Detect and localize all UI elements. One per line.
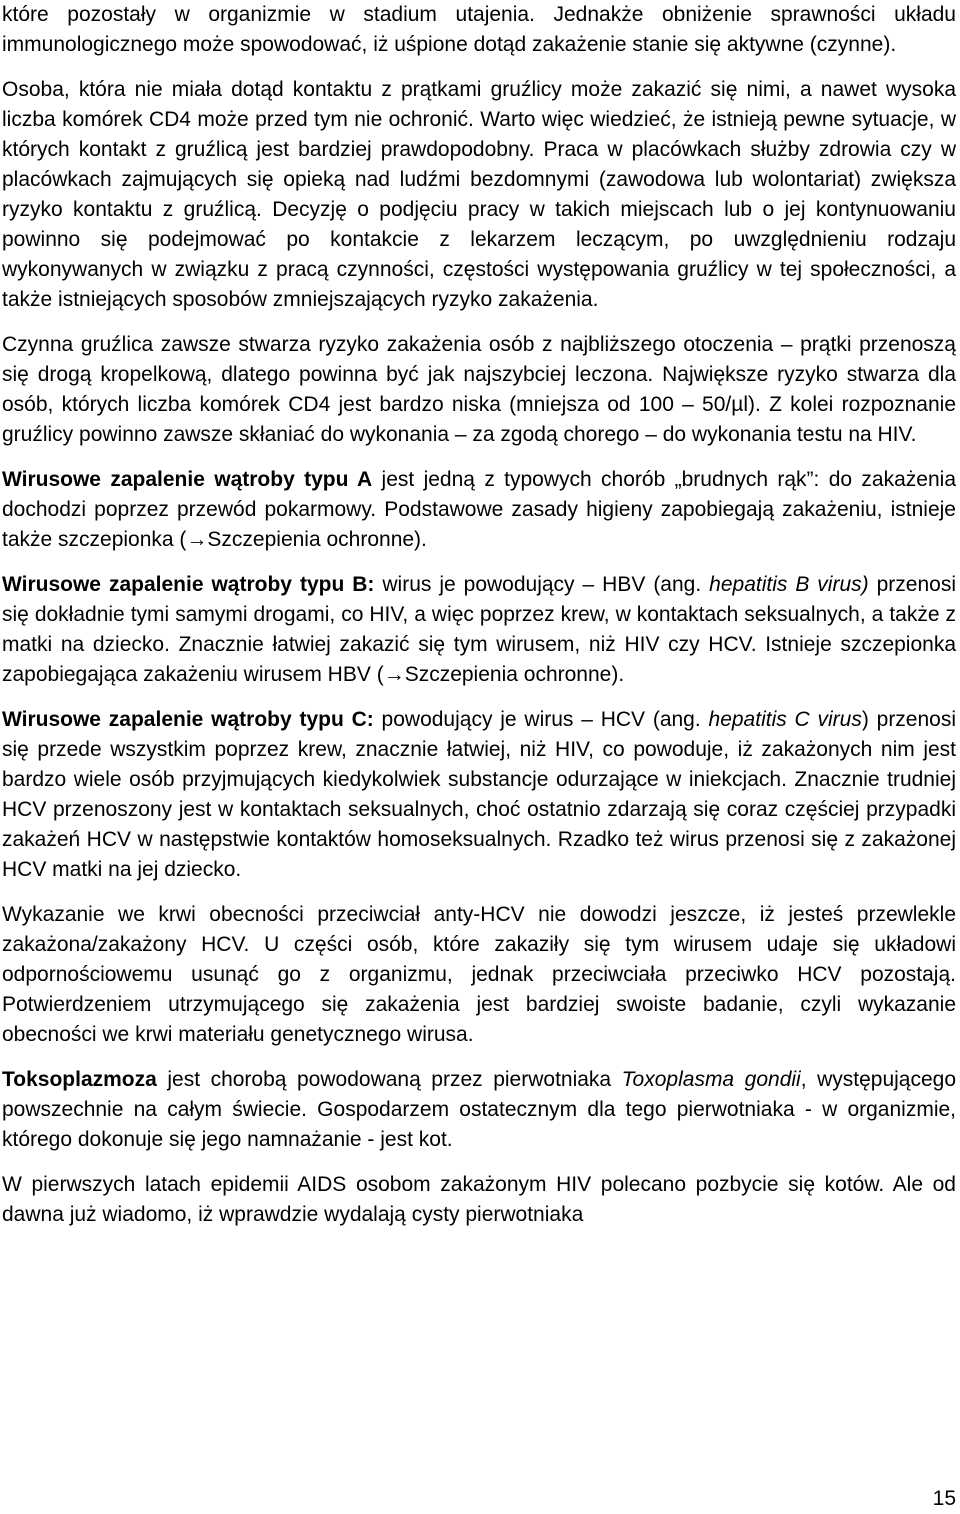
text-run: przenosi się dokładnie tymi samymi drogami, co HIV, a więc poprzez krew, w kontaktach seksualnych, a także z matki na dziecko. Znacznie łatwiej zakazić się tym wirusem, niż HIV czy HCV. Istnieje szczepionka zapobiegająca zakażeniu wirusem HBV (→Szczepienia ochronne). (2, 573, 956, 686)
text-run: wirus je powodujący – HBV (ang. (374, 573, 710, 596)
paragraph (2, 465, 956, 555)
text-run: ) przenosi się przede wszystkim poprzez krew, znacznie łatwiej, niż HIV, co powoduje, iż zakażonych nim jest bardzo wiele osób przyjmujących kiedykolwiek substancje odurzające w iniekcjach. Znacznie trudniej HCV przenoszony jest w kontaktach seksualnych, choć ostatnio zdarzają się coraz częściej przypadki zakażeń HCV w następstwie kontaktów homoseksualnych. Rzadko też wirus przenosi się z zakażonej HCV matki na jej dziecko. (2, 708, 957, 881)
text-run: , występującego powszechnie na całym świecie. Gospodarzem ostatecznym dla tego pierwotniaka - w organizmie, którego dokonuje się jego namnażanie - jest kot. (2, 1068, 956, 1151)
text-run: W pierwszych latach epidemii AIDS osobom zakażonym HIV polecano pozbycie się kotów. Ale od dawna już wiadomo, iż wprawdzie wydalają cysty pierwotniaka (2, 1173, 956, 1226)
paragraph (2, 330, 956, 450)
paragraph (2, 0, 956, 60)
text-run: jest chorobą powodowaną przez pierwotniaka (156, 1068, 622, 1091)
text-run: Czynna gruźlica zawsze stwarza ryzyko zakażenia osób z najbliższego otoczenia – prątki przenoszą się drogą kropelkową, dlatego powinna być jak najszybciej leczona. Największe ryzyko stwarza dla osób, których liczba komórek CD4 jest bardzo niska (mniejsza od 100 – 50/µl). Z kolei rozpoznanie gruźlicy powinno zawsze skłaniać do wykonania – za zgodą chorego – do wykonania testu na HIV. (2, 333, 956, 446)
paragraph (2, 705, 956, 885)
paragraph (2, 900, 956, 1050)
page-number: 15 (932, 1487, 956, 1510)
document-page (2, 0, 956, 1245)
italic-term: hepatitis C virus (708, 708, 862, 731)
paragraph (2, 1170, 956, 1230)
text-run: które pozostały w organizmie w stadium utajenia. Jednakże obniżenie sprawności układu immunologicznego może spowodować, iż uśpione dotąd zakażenie stanie się aktywne (czynne). (2, 3, 956, 56)
bold-heading: Wirusowe zapalenie wątroby typu B: (2, 573, 375, 596)
italic-term: hepatitis B virus) (709, 573, 869, 596)
italic-term: Toxoplasma gondii (621, 1068, 801, 1091)
paragraph (2, 1065, 956, 1155)
text-run: Wykazanie we krwi obecności przeciwciał anty-HCV nie dowodzi jeszcze, iż jesteś przewlekle zakażona/zakażony HCV. U części osób, które zakaziły się tym wirusem udaje się układowi odpornościowemu usunąć go z organizmu, jednak przeciwciała przeciwko HCV pozostają. Potwierdzeniem utrzymującego się zakażenia jest bardziej swoiste badanie, czyli wykazanie obecności we krwi materiału genetycznego wirusa. (2, 903, 956, 1046)
bold-heading: Toksoplazmoza (2, 1068, 157, 1091)
paragraph (2, 570, 956, 690)
bold-heading: Wirusowe zapalenie wątroby typu A (2, 468, 373, 491)
text-run: powodujący je wirus – HCV (ang. (373, 708, 709, 731)
text-run: Osoba, która nie miała dotąd kontaktu z prątkami gruźlicy może zakazić się nimi, a nawet wysoka liczba komórek CD4 może przed tym nie ochronić. Warto więc wiedzieć, że istnieją pewne sytuacje, w których kontakt z gruźlicą jest bardziej prawdopodobny. Praca w placówkach służby zdrowia czy w placówkach zajmujących się opieką nad ludźmi bezdomnymi (zawodowa lub wolontariat) zwiększa ryzyko kontaktu z gruźlicą. Decyzję o podjęciu pracy w takich miejscach lub o jej kontynuowaniu powinno się podejmować po kontakcie z lekarzem leczącym, po uwzględnieniu rodzaju wykonywanych w związku z pracą czynności, częstości występowania gruźlicy w tej społeczności, a także istniejących sposobów zmniejszających ryzyko zakażenia. (2, 78, 956, 311)
paragraph (2, 75, 956, 315)
bold-heading: Wirusowe zapalenie wątroby typu C: (2, 708, 374, 731)
text-run: jest jedną z typowych chorób „brudnych rąk”: do zakażenia dochodzi poprzez przewód pokarmowy. Podstawowe zasady higieny zapobiegają zakażeniu, istnieje także szczepionka (→Szczepienia ochronne). (2, 468, 956, 551)
body-text (2, 0, 956, 1230)
